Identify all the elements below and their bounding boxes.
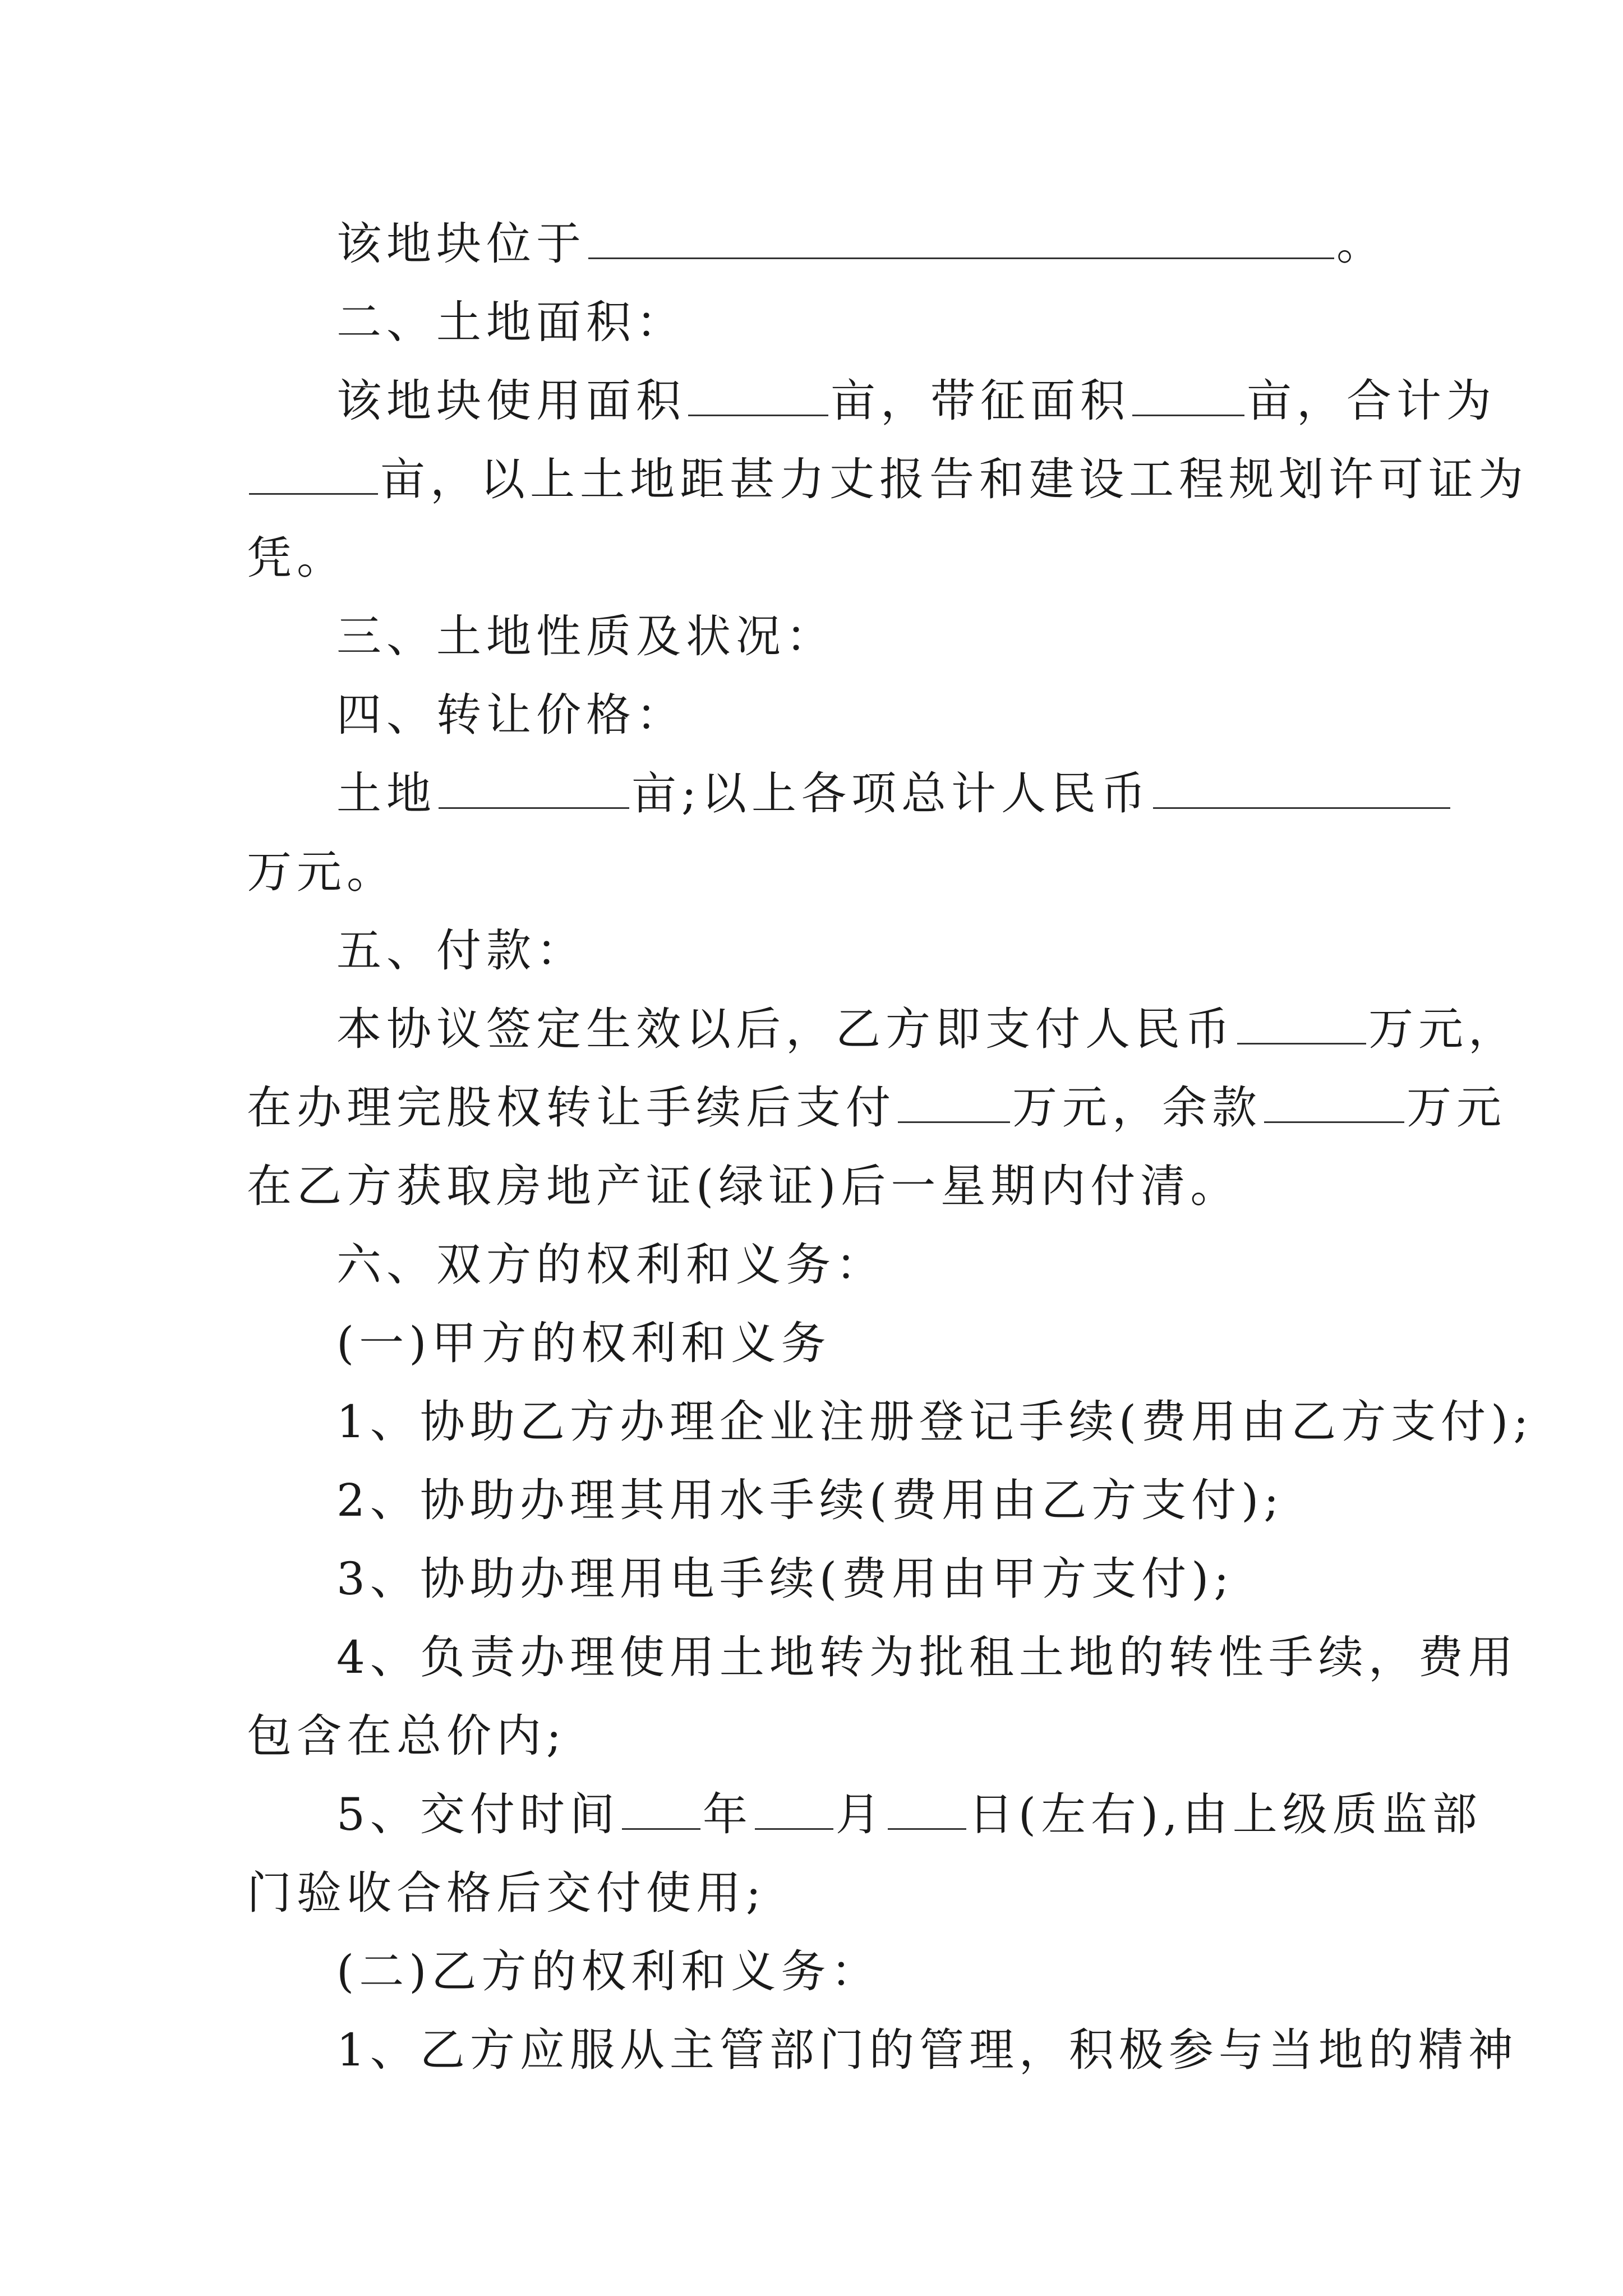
text: 万元 (1407, 1082, 1506, 1134)
paragraph-area-cont (247, 440, 1528, 519)
fill-blank[interactable] (439, 763, 629, 809)
fill-blank[interactable] (755, 1784, 833, 1830)
fill-blank[interactable] (249, 449, 378, 495)
heading-rights: 六、双方的权利和义务： (336, 1239, 886, 1291)
text: 本协议签定生效以后，乙方即支付人民币 (336, 1003, 1235, 1055)
subheading-party-b: (二)乙方的权利和义务： (336, 1945, 881, 1998)
text: 亩，以上土地距甚力丈报告和建设工程规划许可证为 (380, 453, 1528, 505)
fill-blank[interactable] (588, 214, 1334, 259)
text: 亩，合计为 (1247, 375, 1496, 427)
text: 该地块使用面积 (336, 375, 686, 427)
item-a-1: 1、协助乙方办理企业注册登记手续(费用由乙方支付); (336, 1396, 1534, 1448)
text: 该地块位于 (336, 218, 586, 270)
heading-payment: 五、付款： (336, 924, 586, 977)
item-a-4-cont: 包含在总价内; (247, 1710, 566, 1762)
paragraph-payment-2 (247, 1069, 1506, 1147)
item-a-5-cont: 门验收合格后交付使用; (247, 1867, 766, 1919)
paragraph-area (247, 362, 1496, 440)
fill-blank[interactable] (688, 371, 828, 416)
text: 万元， (1368, 1003, 1518, 1055)
item-a-5 (247, 1775, 1482, 1854)
fill-blank[interactable] (622, 1784, 700, 1830)
text: 万元，余款 (1012, 1082, 1262, 1134)
fill-blank[interactable] (1264, 1078, 1404, 1123)
paragraph-area-end: 凭。 (247, 532, 347, 584)
fill-blank[interactable] (1153, 763, 1450, 809)
heading-transfer-price: 四、转让价格： (336, 689, 686, 741)
paragraph-price (247, 754, 1380, 833)
text: 在办理完股权转让手续后支付 (247, 1082, 896, 1134)
item-a-2: 2、协助办理其用水手续(费用由乙方支付); (336, 1474, 1284, 1526)
item-a-4: 4、负责办理使用土地转为批租土地的转性手续，费用 (336, 1631, 1518, 1683)
text: 亩，带征面积 (831, 375, 1130, 427)
paragraph-payment-1 (247, 990, 1518, 1069)
paragraph-price-end: 万元。 (247, 846, 396, 898)
text: 5、交付时间 (336, 1788, 620, 1841)
item-b-1: 1、乙方应服从主管部门的管理，积极参与当地的精神 (336, 2024, 1518, 2076)
paragraph-location (247, 205, 1386, 283)
fill-blank[interactable] (888, 1784, 966, 1830)
subheading-party-a: (一)甲方的权利和义务 (336, 1317, 831, 1369)
text: 月 (835, 1788, 886, 1841)
text: 亩;以上各项总计人民币 (631, 767, 1151, 820)
paragraph-payment-3: 在乙方获取房地产证(绿证)后一星期内付清。 (247, 1160, 1241, 1212)
fill-blank[interactable] (1237, 999, 1366, 1045)
text: 。 (1336, 218, 1386, 270)
heading-land-area: 二、土地面积： (336, 296, 686, 348)
fill-blank[interactable] (898, 1078, 1010, 1123)
text: 日(左右),由上级质监部 (968, 1788, 1482, 1841)
heading-land-nature: 三、土地性质及状况： (336, 610, 836, 662)
item-a-3: 3、协助办理用电手续(费用由甲方支付); (336, 1553, 1234, 1605)
fill-blank[interactable] (1132, 371, 1244, 416)
text: 土地 (336, 767, 436, 820)
text: 年 (702, 1788, 753, 1841)
